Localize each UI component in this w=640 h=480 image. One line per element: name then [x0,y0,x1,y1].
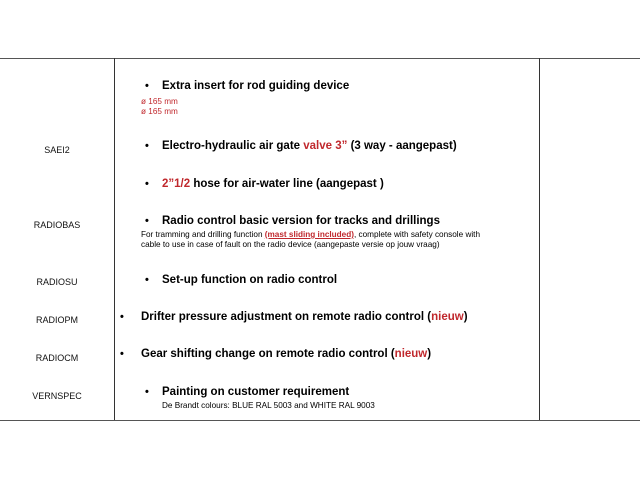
title-text: ) [463,311,468,323]
bullet: • [120,348,124,360]
item-code: RADIOSU [36,277,78,287]
title-highlight: valve 3” [303,140,348,152]
item-detail: De Brandt colours: BLUE RAL 5003 and WHITE RAL 9003 [162,401,375,410]
title-text: Electro-hydraulic air gate [162,140,304,152]
item-detail: ø 165 mm [141,107,178,116]
detail-text: For tramming and drilling function [141,230,265,239]
bullet: • [145,274,149,286]
item-title: Painting on customer requirement [162,386,350,398]
title-highlight: nieuw [431,311,464,323]
item-detail: cable to use in case of fault on the radio device (aangepaste versie op jouw vraag) [141,240,440,249]
top-border [0,58,640,59]
item-title [141,348,431,360]
item-title [162,178,384,190]
bullet: • [145,80,149,92]
bullet: • [145,140,149,152]
item-code: VERNSPEC [32,391,82,401]
item-code: SAEI2 [44,145,70,155]
bullet: • [145,215,149,227]
item-title: Extra insert for rod guiding device [162,80,350,92]
bullet: • [120,311,124,323]
item-title [141,311,468,323]
title-highlight: nieuw [394,348,428,360]
item-title: Set-up function on radio control [162,274,338,286]
title-highlight: 2”1/2 [162,178,191,190]
item-title [162,140,457,152]
detail-highlight: (mast sliding included) [264,230,354,239]
bullet: • [145,386,149,398]
item-code: RADIOBAS [33,220,81,230]
column-divider-left [114,58,115,420]
title-text: ) [427,348,432,360]
title-text: (3 way - aangepast) [347,140,457,152]
item-code: RADIOCM [35,353,79,363]
title-text: Gear shifting change on remote radio control ( [141,348,395,360]
title-text: Drifter pressure adjustment on remote radio control ( [141,311,432,323]
column-divider-right [539,58,540,420]
item-detail: ø 165 mm [141,97,178,106]
item-code: RADIOPM [35,315,78,325]
title-text: hose for air-water line (aangepast ) [190,178,384,190]
detail-text: , complete with safety console with [353,230,481,239]
item-title: Radio control basic version for tracks and drillings [162,215,440,227]
bullet: • [145,178,149,190]
item-detail [141,230,480,240]
bottom-border [0,420,640,421]
